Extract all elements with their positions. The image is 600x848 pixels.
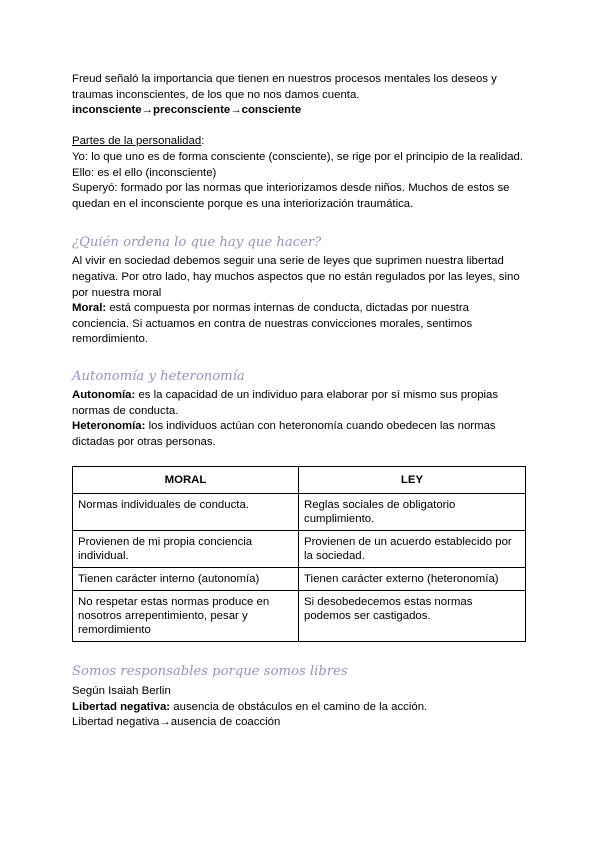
libertad-negativa-label: Libertad negativa: <box>72 700 171 713</box>
table-cell: Tienen carácter interno (autonomía) <box>73 568 299 591</box>
table-row <box>73 531 526 568</box>
table-cell: Provienen de mi propia conciencia individual. <box>73 531 299 568</box>
table-cell: Reglas sociales de obligatorio cumplimiento. <box>299 494 526 531</box>
heteronomia-definition <box>72 419 528 450</box>
section1-paragraph: Al vivir en sociedad debemos seguir una serie de leyes que suprimen nuestra libertad negativa. Por otro lado, hay muchos aspectos que no están regulados por las leyes, sino por nuestra moral <box>72 255 520 299</box>
table-row <box>73 568 526 591</box>
table-cell: Provienen de un acuerdo establecido por la sociedad. <box>299 531 526 568</box>
moral-text: está compuesta por normas internas de conducta, dictadas por nuestra conciencia. Si actuamos en contra de nuestras convicciones morales, sentimos remordimiento. <box>72 302 473 346</box>
document-body <box>72 72 528 731</box>
table-header-moral: MORAL <box>73 467 299 494</box>
libertad-negativa-chain: Libertad negativa→ausencia de coacción <box>72 716 281 729</box>
autonomia-definition <box>72 388 528 419</box>
table-header-row <box>73 467 526 494</box>
personality-title <box>72 134 528 150</box>
table-cell: Normas individuales de conducta. <box>73 494 299 531</box>
consciousness-chain: inconsciente→preconsciente→consciente <box>72 104 302 117</box>
moral-definition <box>72 301 528 348</box>
personality-title-colon: : <box>201 135 205 148</box>
table-cell: Tienen carácter externo (heteronomía) <box>299 568 526 591</box>
table-cell: No respetar estas normas produce en nosotros arrepentimiento, pesar y remordimiento <box>73 591 299 642</box>
table-row <box>73 591 526 642</box>
autonomia-label: Autonomía: <box>72 388 136 401</box>
personality-title-text: Partes de la personalidad <box>72 135 202 148</box>
table-row <box>73 494 526 531</box>
table-header-ley: LEY <box>299 467 526 494</box>
moral-vs-ley-table <box>72 466 526 642</box>
superyo-definition: Superyó: formado por las normas que interiorizamos desde niños. Muchos de estos se quedan en el inconsciente porque es una interiorización traumática. <box>72 182 510 210</box>
intro-paragraph: Freud señaló la importancia que tienen en nuestros procesos mentales los deseos y traumas inconscientes, de los que no nos damos cuenta. <box>72 73 497 101</box>
heteronomia-label: Heteronomía: <box>72 420 146 433</box>
table-cell: Si desobedecemos estas normas podemos ser castigados. <box>299 591 526 642</box>
spacer <box>72 119 528 135</box>
yo-definition: Yo: lo que uno es de forma consciente (consciente), se rige por el principio de la realidad. <box>72 150 524 163</box>
section-heading-autonomia: Autonomía y heteronomía <box>72 368 245 384</box>
berlin-line: Según Isaiah Berlin <box>72 685 171 698</box>
heteronomia-text: los individuos actúan con heteronomía cuando obedecen las normas dictadas por otras personas. <box>72 420 496 448</box>
ello-definition: Ello: es el ello (inconsciente) <box>72 166 217 179</box>
section-heading-responsables: Somos responsables porque somos libres <box>72 664 348 680</box>
libertad-negativa-definition <box>72 700 528 716</box>
section-heading-quien-ordena: ¿Quién ordena lo que hay que hacer? <box>72 235 322 251</box>
libertad-negativa-text: ausencia de obstáculos en el camino de la acción. <box>170 700 428 713</box>
moral-label: Moral: <box>72 302 107 315</box>
autonomia-text: es la capacidad de un individuo para elaborar por sí mismo sus propias normas de conducta. <box>72 388 499 417</box>
